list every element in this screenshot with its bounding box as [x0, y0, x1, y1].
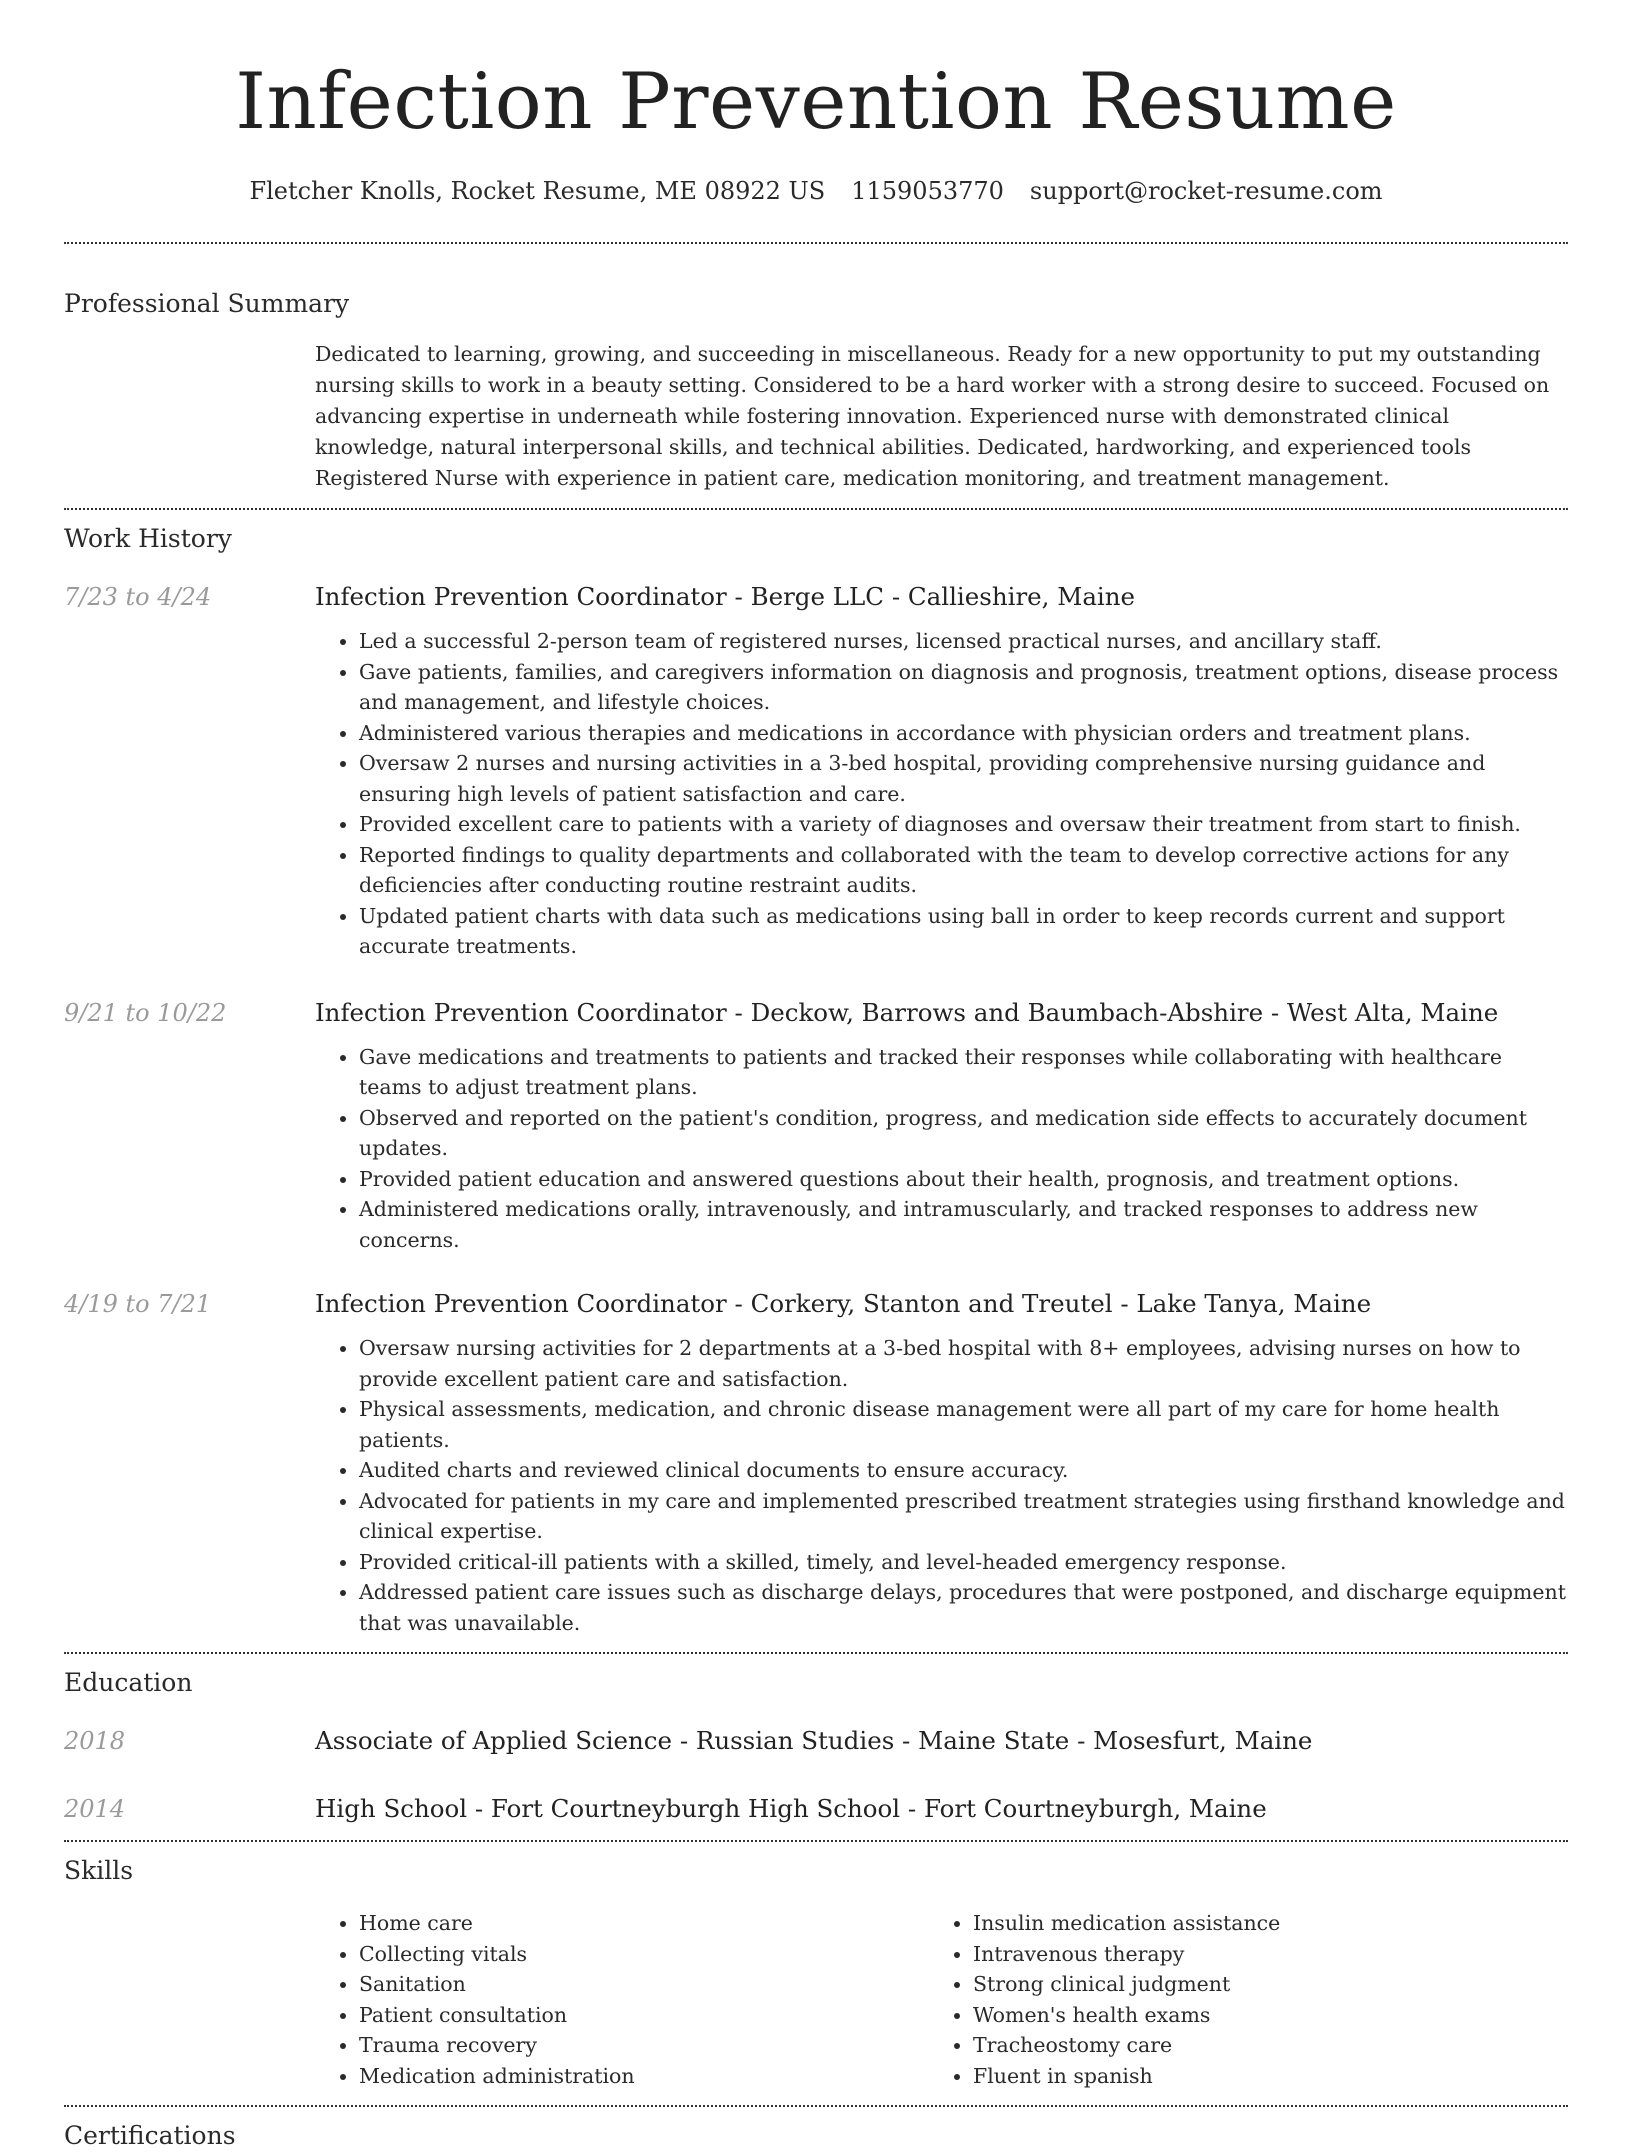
work-history-heading: Work History	[64, 524, 232, 553]
skill-item: • Tracheostomy care	[973, 2030, 1543, 2061]
job-bullet: • Physical assessments, medication, and chronic disease management were all part of my care for home health patients.	[359, 1394, 1568, 1455]
job-bullet: • Advocated for patients in my care and implemented prescribed treatment strategies using firsthand knowledge and clinical expertise.	[359, 1486, 1568, 1547]
skill-item: • Fluent in spanish	[973, 2061, 1543, 2092]
work-history-section	[64, 522, 1568, 1638]
skill-item: • Trauma recovery	[359, 2030, 929, 2061]
job-bullet: • Oversaw 2 nurses and nursing activities in a 3-bed hospital, providing comprehensive nursing guidance and ensuring high levels of patient satisfaction and care.	[359, 748, 1568, 809]
divider	[64, 1652, 1568, 1654]
job-entry	[64, 1287, 1568, 1638]
job-bullet: • Gave patients, families, and caregivers information on diagnosis and prognosis, treatment options, disease process and management, and lifestyle choices.	[359, 657, 1568, 718]
skills-section	[64, 1854, 1568, 2091]
job-title: Infection Prevention Coordinator - Deckow, Barrows and Baumbach-Abshire - West Alta, Maine	[315, 997, 1499, 1027]
divider	[64, 508, 1568, 510]
education-entry	[64, 1792, 1568, 1826]
education-heading: Education	[64, 1668, 193, 1697]
skill-item: • Insulin medication assistance	[973, 1908, 1543, 1939]
job-entry	[64, 580, 1568, 962]
summary-heading: Professional Summary	[64, 289, 350, 318]
contact-line	[64, 174, 1568, 208]
job-bullet: • Oversaw nursing activities for 2 departments at a 3-bed hospital with 8+ employees, advising nurses on how to provide excellent patient care and satisfaction.	[359, 1333, 1568, 1394]
job-bullet: • Gave medications and treatments to patients and tracked their responses while collaborating with healthcare teams to adjust treatment plans.	[359, 1042, 1568, 1103]
skill-item: • Collecting vitals	[359, 1939, 929, 1970]
job-dates: 4/19 to 7/21	[64, 1290, 212, 1318]
job-bullet: • Provided patient education and answered questions about their health, prognosis, and treatment options.	[359, 1164, 1568, 1195]
skills-spacer	[64, 1908, 315, 2091]
summary-section	[64, 287, 1568, 494]
job-bullet: • Updated patient charts with data such as medications using ball in order to keep records current and support accurate treatments.	[359, 901, 1568, 962]
job-bullet: • Led a successful 2-person team of registered nurses, licensed practical nurses, and ancillary staff.	[359, 626, 1568, 657]
skill-item: • Sanitation	[359, 1969, 929, 2000]
job-dates: 7/23 to 4/24	[64, 583, 212, 611]
skill-item: • Patient consultation	[359, 2000, 929, 2031]
job-bullet: • Audited charts and reviewed clinical documents to ensure accuracy.	[359, 1455, 1568, 1486]
job-bullet: • Provided excellent care to patients with a variety of diagnoses and oversaw their treatment from start to finish.	[359, 809, 1568, 840]
job-bullets	[315, 1042, 1568, 1256]
job-bullet: • Administered medications orally, intravenously, and intramuscularly, and tracked responses to address new concerns.	[359, 1194, 1568, 1255]
job-bullet: • Administered various therapies and medications in accordance with physician orders and treatment plans.	[359, 718, 1568, 749]
education-title: High School - Fort Courtneyburgh High School - Fort Courtneyburgh, Maine	[315, 1794, 1267, 1823]
job-title: Infection Prevention Coordinator - Berge LLC - Callieshire, Maine	[315, 582, 1136, 611]
skill-item: • Medication administration	[359, 2061, 929, 2092]
resume-page	[64, 0, 1568, 2153]
education-entry	[64, 1724, 1568, 1758]
summary-text: Dedicated to learning, growing, and succeeding in miscellaneous. Ready for a new opportunity to put my outstanding nursing skills to work in a beauty setting. Considered to be a hard worker with a strong desire to succeed. Focused on advancing expertise in underneath while fostering innovation. Experienced nurse with demonstrated clinical knowledge, natural interpersonal skills, and technical abilities. Dedicated, hardworking, and experienced tools Registered Nurse with experience in patient care, medication monitoring, and treatment management.	[315, 342, 1550, 490]
job-bullets	[315, 1333, 1568, 1638]
contact-email[interactable]: support@rocket-resume.com	[1029, 177, 1383, 205]
divider	[64, 242, 1568, 244]
skills-list-right	[929, 1908, 1543, 2091]
education-year: 2018	[64, 1727, 126, 1755]
skills-heading: Skills	[64, 1856, 134, 1885]
certifications-heading: Certifications	[64, 2121, 236, 2150]
education-year: 2014	[64, 1795, 126, 1823]
resume-title: Infection Prevention Resume	[235, 57, 1397, 147]
divider	[64, 1840, 1568, 1842]
job-bullet: • Provided critical-ill patients with a skilled, timely, and level-headed emergency response.	[359, 1547, 1568, 1578]
job-bullet: • Observed and reported on the patient's condition, progress, and medication side effects to accurately document updates.	[359, 1103, 1568, 1164]
contact-address: Fletcher Knolls, Rocket Resume, ME 08922 US	[249, 177, 826, 205]
skill-item: • Strong clinical judgment	[973, 1969, 1543, 2000]
contact-phone: 1159053770	[851, 177, 1004, 205]
job-dates: 9/21 to 10/22	[64, 998, 227, 1027]
skills-list-left	[315, 1908, 929, 2091]
skill-item: • Women's health exams	[973, 2000, 1543, 2031]
skill-item: • Home care	[359, 1908, 929, 1939]
education-title: Associate of Applied Science - Russian Studies - Maine State - Mosesfurt, Maine	[315, 1726, 1313, 1755]
skills-grid	[315, 1908, 1568, 2091]
job-bullet: • Reported findings to quality departments and collaborated with the team to develop corrective actions for any deficiencies after conducting routine restraint audits.	[359, 840, 1568, 901]
job-bullets	[315, 626, 1568, 962]
certifications-section	[64, 2119, 1568, 2153]
education-section	[64, 1666, 1568, 1826]
summary-spacer	[64, 339, 315, 494]
job-bullet: • Addressed patient care issues such as discharge delays, procedures that were postponed, and discharge equipment that was unavailable.	[359, 1577, 1568, 1638]
divider	[64, 2105, 1568, 2107]
skill-item: • Intravenous therapy	[973, 1939, 1543, 1970]
job-title: Infection Prevention Coordinator - Corkery, Stanton and Treutel - Lake Tanya, Maine	[315, 1289, 1372, 1318]
job-entry	[64, 996, 1568, 1256]
